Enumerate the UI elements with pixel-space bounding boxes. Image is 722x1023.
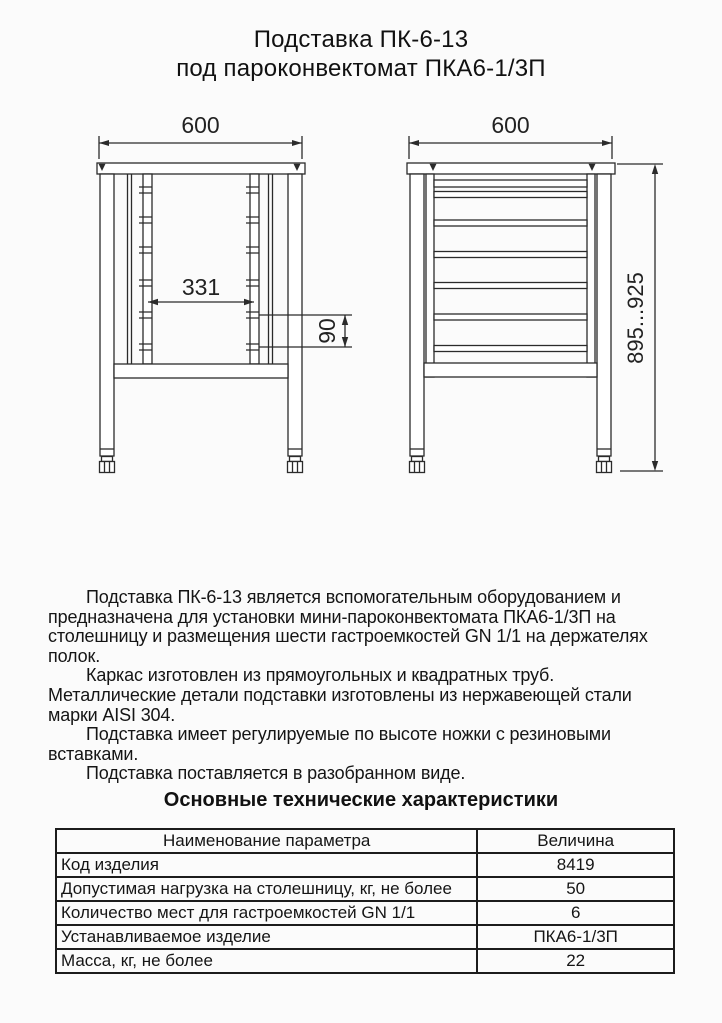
spec-value: 6 <box>477 901 674 925</box>
spec-name: Код изделия <box>56 853 477 877</box>
spec-name: Устанавливаемое изделие <box>56 925 477 949</box>
front-rail-span-dim-label: 331 <box>181 274 221 300</box>
side-height-dim-label: 895...925 <box>623 272 648 364</box>
side-right-leg <box>597 174 611 456</box>
side-left-post <box>426 174 434 377</box>
table-row <box>56 949 674 973</box>
side-width-dim-label: 600 <box>491 112 530 138</box>
specs-col-header-name: Наименование параметра <box>56 829 477 853</box>
side-width-dimension <box>409 136 612 159</box>
description-paragraph-2: Каркас изготовлен из прямоугольных и квадратных труб. Металлические детали подставки изготовлены из нержавеющей стали марки AISI 304. <box>48 665 632 725</box>
spec-value: 22 <box>477 949 674 973</box>
description-paragraph-1: Подставка ПК-6-13 является вспомогательным оборудованием и предназначена для установки мини-пароконвектомата ПКА6-1/3П на столешницу и размещения шести гастроемкостей GN 1/1 на держателях полок. <box>48 587 648 666</box>
front-left-rail-post <box>143 174 152 364</box>
side-tabletop <box>407 163 615 174</box>
spec-name: Допустимая нагрузка на столешницу, кг, не более <box>56 877 477 901</box>
table-row <box>56 901 674 925</box>
specs-table <box>55 828 675 974</box>
front-tabletop <box>97 163 305 174</box>
side-right-post <box>587 174 595 377</box>
front-right-rail-post <box>250 174 259 364</box>
table-row <box>56 853 674 877</box>
page-title-line2: под пароконвектомат ПКА6-1/3П <box>176 55 546 82</box>
spec-name: Количество мест для гастроемкостей GN 1/1 <box>56 901 477 925</box>
description-text <box>48 588 677 784</box>
page-title-line1: Подставка ПК-6-13 <box>253 26 469 53</box>
side-top-frame-bar <box>434 180 587 187</box>
specs-col-header-value: Величина <box>477 829 674 853</box>
spec-value: 50 <box>477 877 674 901</box>
description-paragraph-4: Подставка поставляется в разобранном виде. <box>86 763 466 784</box>
front-width-dimension <box>99 136 302 159</box>
spec-value: 8419 <box>477 853 674 877</box>
specs-heading: Основные технические характеристики <box>163 789 559 811</box>
spec-value: ПКА6-1/3П <box>477 925 674 949</box>
side-bottom-cross-member <box>424 363 597 377</box>
table-row <box>56 877 674 901</box>
front-holder-step-dim-label: 90 <box>314 318 340 344</box>
front-left-leg <box>100 174 114 456</box>
table-row <box>56 925 674 949</box>
front-width-dim-label: 600 <box>181 112 220 138</box>
side-shelf-rails <box>434 192 587 352</box>
side-left-leg <box>410 174 424 456</box>
description-paragraph-3: Подставка имеет регулируемые по высоте ножки с резиновыми вставками. <box>48 724 611 764</box>
front-bottom-cross-member <box>114 364 288 378</box>
specs-header-row <box>56 829 674 853</box>
spec-name: Масса, кг, не более <box>56 949 477 973</box>
